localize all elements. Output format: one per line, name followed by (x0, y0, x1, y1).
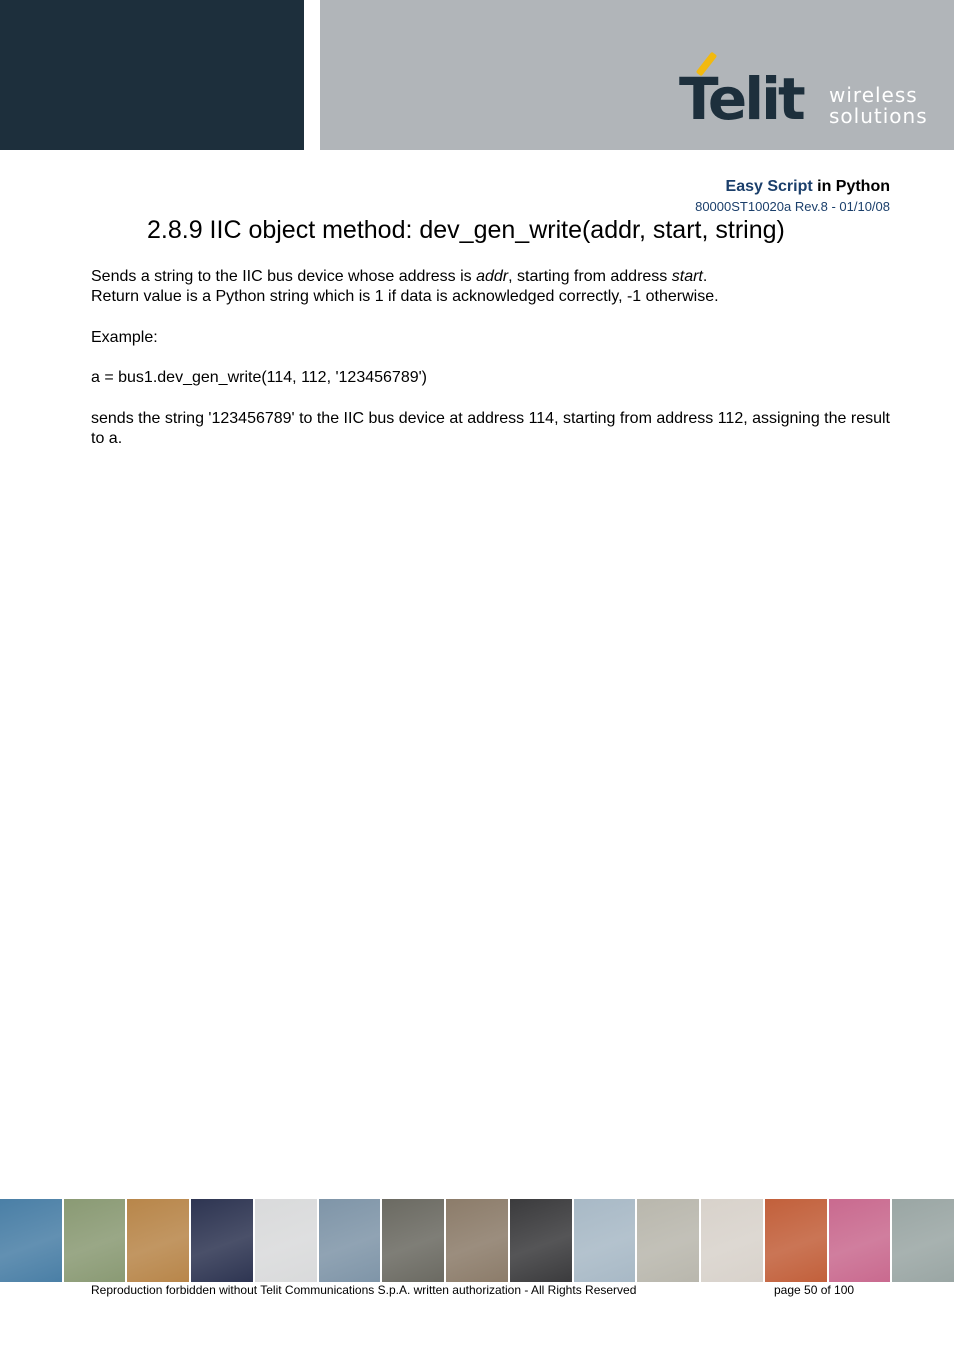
footer-rights: Reproduction forbidden without Telit Communications S.p.A. written authorization - All Rights Reserved (91, 1283, 637, 1297)
shop-photo (829, 1199, 891, 1282)
description-param-addr: addr (476, 268, 509, 285)
logo-tagline-line2: solutions (829, 104, 928, 128)
clock-display-photo (191, 1199, 253, 1282)
meter-panel-photo (510, 1199, 572, 1282)
example-explanation: sends the string '123456789' to the IIC bus device at address 114, starting from address 112, assigning the result to a. (91, 410, 890, 447)
wind-turbines-photo (574, 1199, 636, 1282)
section-heading: 2.8.9 IIC object method: dev_gen_write(addr, start, string) (147, 216, 785, 244)
tram-photo (765, 1199, 827, 1282)
gas-meter-photo (637, 1199, 699, 1282)
description-text-3: . (702, 268, 708, 285)
document-title-brand: Easy Script (725, 178, 813, 195)
containers-photo (127, 1199, 189, 1282)
card-terminal-photo (382, 1199, 444, 1282)
phone-booth-photo (64, 1199, 126, 1282)
example-code: a = bus1.dev_gen_write(114, 112, '123456789') (91, 369, 427, 386)
footer-page-number: page 50 of 100 (774, 1283, 855, 1297)
logo-word: Telit (679, 65, 803, 133)
description-text-1: Sends a string to the IIC bus device whose address is (91, 268, 477, 285)
photo-strip (0, 1199, 954, 1282)
document-reference: 80000ST10020a Rev.8 - 01/10/08 (695, 199, 890, 214)
description-param-start: start (671, 268, 703, 285)
cyclist-photo (319, 1199, 381, 1282)
return-value-text: Return value is a Python string which is 1 if data is acknowledged correctly, -1 otherwise. (91, 288, 719, 305)
highway-photo (0, 1199, 62, 1282)
logo-tagline-line1: wireless (829, 83, 918, 107)
example-label: Example: (91, 329, 158, 346)
telit-logo (677, 48, 928, 133)
document-title-rest: in Python (812, 178, 890, 195)
security-camera-photo (892, 1199, 954, 1282)
description-paragraph (91, 267, 890, 307)
logo-tagline (829, 85, 928, 127)
header-dark-panel (0, 0, 304, 150)
vending-machine-photo (446, 1199, 508, 1282)
description-text-2: , starting from address (508, 268, 672, 285)
keyboard-photo (255, 1199, 317, 1282)
laser-beam-photo (701, 1199, 763, 1282)
document-title (726, 178, 890, 196)
